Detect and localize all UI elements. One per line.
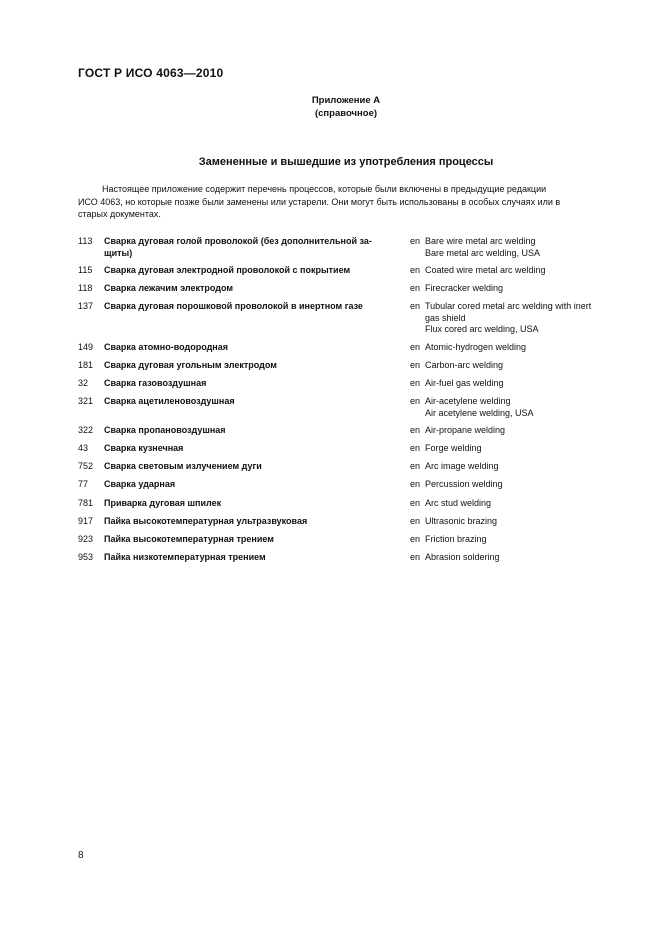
process-code: 32 <box>78 378 89 388</box>
process-name-en-line: Ultrasonic brazing <box>425 516 498 526</box>
process-name-en <box>425 396 621 419</box>
process-name-en <box>425 516 621 528</box>
process-name-ru-line: Сварка дуговая голой проволокой (без дополнительной за- <box>104 236 372 246</box>
language-code: en <box>410 396 421 406</box>
process-code: 923 <box>78 534 94 544</box>
process-name-ru <box>104 283 399 295</box>
language-code: en <box>410 342 421 352</box>
process-name-ru-line: Сварка пропановоздушная <box>104 425 226 435</box>
process-name-ru-line: Пайка высокотемпературная ультразвуковая <box>104 516 308 526</box>
process-name-en <box>425 283 621 295</box>
language-code: en <box>410 283 421 293</box>
process-name-en <box>425 236 621 259</box>
process-name-ru-line: щиты) <box>104 247 133 258</box>
language-code: en <box>410 425 421 435</box>
intro-line: Настоящее приложение содержит перечень процессов, которые были включены в предыдущие редакции <box>102 184 547 194</box>
process-name-ru <box>104 498 399 510</box>
process-code: 322 <box>78 425 94 435</box>
process-name-en-line: Atomic-hydrogen welding <box>425 342 527 352</box>
process-name-ru-line: Сварка лежачим электродом <box>104 283 233 293</box>
process-code: 115 <box>78 265 93 275</box>
process-name-ru <box>104 236 399 259</box>
language-code: en <box>410 461 421 471</box>
language-code: en <box>410 360 421 370</box>
process-name-ru <box>104 301 399 313</box>
language-code: en <box>410 301 421 311</box>
process-name-en <box>425 534 621 546</box>
process-name-ru <box>104 342 399 354</box>
process-name-en-line: Arc image welding <box>425 461 499 471</box>
language-code: en <box>410 443 421 453</box>
intro-paragraph <box>78 183 618 221</box>
process-name-en <box>425 378 621 390</box>
language-code: en <box>410 552 421 562</box>
process-name-ru <box>104 516 399 528</box>
process-name-ru <box>104 552 399 564</box>
annex-heading <box>0 94 661 120</box>
process-name-ru <box>104 360 399 372</box>
process-code: 118 <box>78 283 93 293</box>
process-name-en-line: Coated wire metal arc welding <box>425 265 546 275</box>
process-name-en-line: gas shield <box>425 312 466 323</box>
language-code: en <box>410 479 421 489</box>
process-name-ru <box>104 265 399 277</box>
annex-label: Приложение А <box>311 95 381 106</box>
process-name-ru <box>104 443 399 455</box>
process-name-ru-line: Сварка дуговая угольным электродом <box>104 360 277 370</box>
process-name-en <box>425 301 621 336</box>
language-code: en <box>410 236 421 246</box>
process-code: 781 <box>78 498 94 508</box>
process-name-en <box>425 443 621 455</box>
process-name-ru-line: Сварка ацетиленовоздушная <box>104 396 235 406</box>
document-header: ГОСТ Р ИСО 4063—2010 <box>78 66 224 80</box>
process-code: 953 <box>78 552 94 562</box>
process-name-en-line: Carbon-arc welding <box>425 360 504 370</box>
process-name-en-line: Tubular cored metal arc welding with inert <box>425 301 592 311</box>
process-code: 77 <box>78 479 89 489</box>
process-name-en-line: Abrasion soldering <box>425 552 500 562</box>
process-name-ru-line: Сварка дуговая порошковой проволокой в инертном газе <box>104 301 363 311</box>
process-code: 181 <box>78 360 94 370</box>
process-name-en <box>425 342 621 354</box>
process-name-en-line: Friction brazing <box>425 534 487 544</box>
process-name-ru-line: Пайка низкотемпературная трением <box>104 552 266 562</box>
language-code: en <box>410 498 421 508</box>
language-code: en <box>410 265 421 275</box>
process-name-en-line: Bare wire metal arc welding <box>425 236 536 246</box>
process-name-ru-line: Сварка кузнечная <box>104 443 184 453</box>
process-name-en-line: Arc stud welding <box>425 498 492 508</box>
process-name-en-line: Forge welding <box>425 443 482 453</box>
process-name-ru-line: Сварка дуговая электродной проволокой с покрытием <box>104 265 351 275</box>
intro-line: ИСО 4063, но которые позже были заменены или устарели. Они могут быть использованы в особых случаях или в <box>78 196 561 207</box>
process-name-ru-line: Сварка световым излучением дуги <box>104 461 262 471</box>
process-name-ru <box>104 534 399 546</box>
process-name-en <box>425 360 621 372</box>
process-name-ru-line: Сварка атомно-водородная <box>104 342 228 352</box>
section-title: Замененные и вышедшие из употребления процессы <box>198 156 494 168</box>
process-name-en <box>425 498 621 510</box>
process-code: 752 <box>78 461 94 471</box>
process-name-en-line: Air acetylene welding, USA <box>425 407 534 418</box>
intro-line: старых документах. <box>78 209 161 219</box>
process-name-en <box>425 479 621 491</box>
process-name-ru <box>104 425 399 437</box>
process-name-en-line: Bare metal arc welding, USA <box>425 247 541 258</box>
process-name-en-line: Percussion welding <box>425 479 503 489</box>
process-name-ru <box>104 396 399 408</box>
process-code: 137 <box>78 301 94 311</box>
process-name-ru <box>104 461 399 473</box>
process-name-ru <box>104 378 399 390</box>
process-name-en-line: Air-fuel gas welding <box>425 378 504 388</box>
process-name-en <box>425 552 621 564</box>
process-code: 321 <box>78 396 94 406</box>
process-code: 917 <box>78 516 94 526</box>
process-name-ru-line: Сварка газовоздушная <box>104 378 207 388</box>
process-name-en-line: Flux cored arc welding, USA <box>425 324 539 334</box>
process-name-en <box>425 425 621 437</box>
process-name-ru-line: Пайка высокотемпературная трением <box>104 534 274 544</box>
process-code: 149 <box>78 342 94 352</box>
process-code: 113 <box>78 236 93 246</box>
process-name-en-line: Firecracker welding <box>425 283 504 293</box>
process-name-en-line: Air-acetylene welding <box>425 396 511 406</box>
process-code: 43 <box>78 443 89 453</box>
process-name-en <box>425 265 621 277</box>
process-name-en-line: Air-propane welding <box>425 425 506 435</box>
annex-type: (справочное) <box>314 108 378 119</box>
language-code: en <box>410 516 421 526</box>
process-name-ru-line: Сварка ударная <box>104 479 176 489</box>
process-name-en <box>425 461 621 473</box>
language-code: en <box>410 534 421 544</box>
page-number: 8 <box>78 850 84 861</box>
language-code: en <box>410 378 421 388</box>
process-name-ru-line: Приварка дуговая шпилек <box>104 498 222 508</box>
process-name-ru <box>104 479 399 491</box>
